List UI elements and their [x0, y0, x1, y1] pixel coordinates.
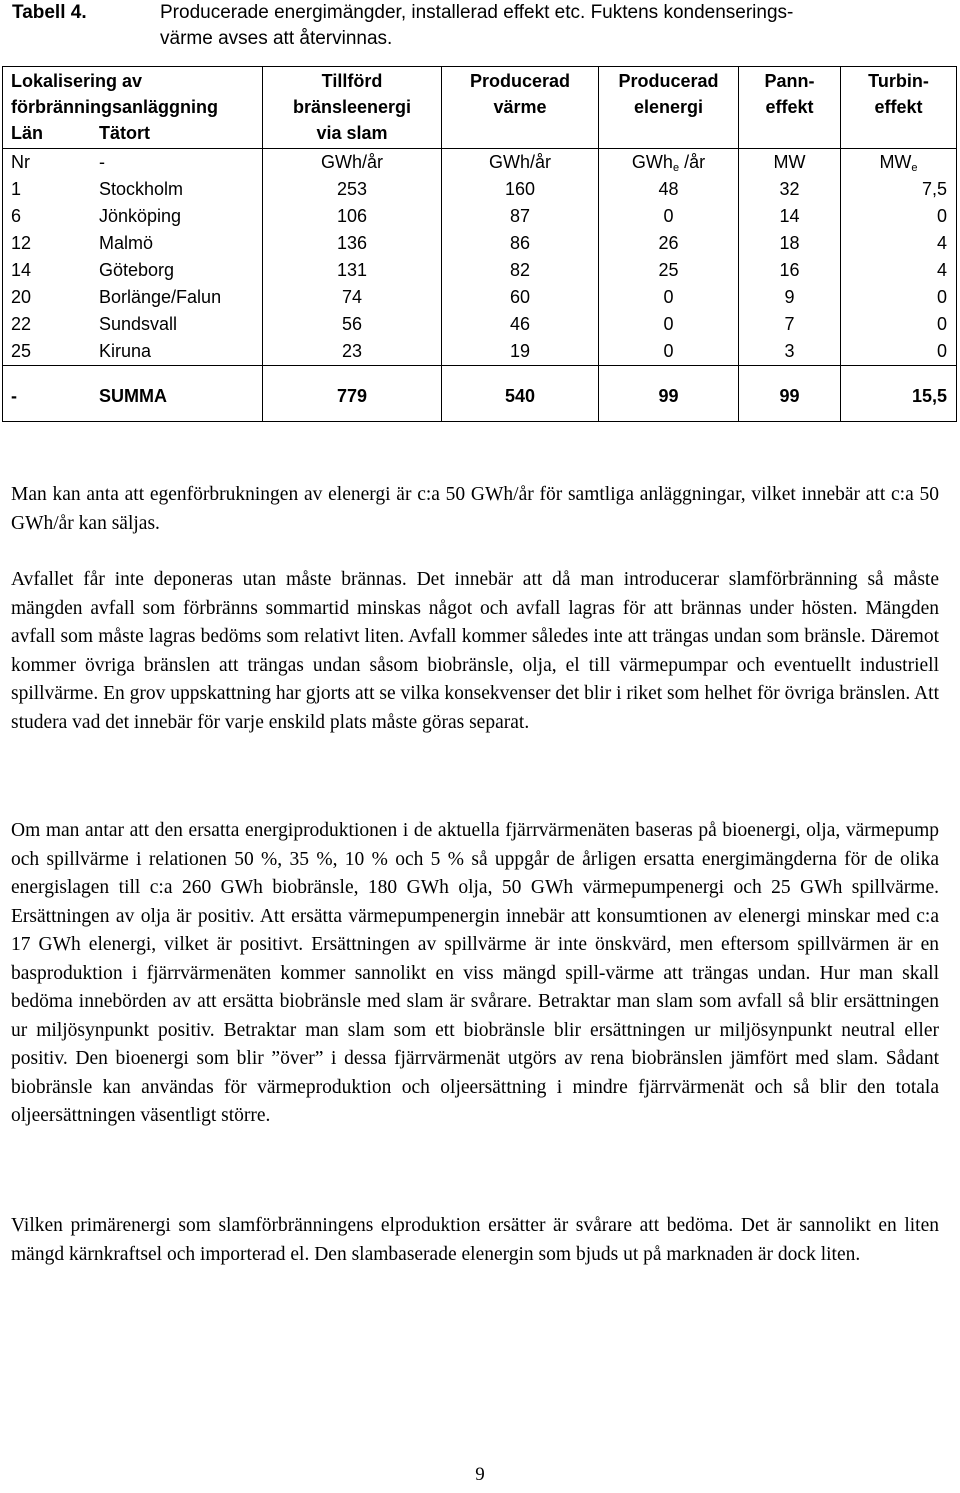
header-lan: Län — [11, 123, 44, 143]
cell-pann: 3 — [784, 341, 795, 361]
header-el-line2: elenergi — [633, 97, 704, 117]
cell-place: Kiruna — [99, 341, 152, 361]
cell-fuel: 131 — [336, 260, 368, 280]
cell-fuel: 136 — [336, 233, 368, 253]
cell-turbin: 7,5 — [921, 179, 947, 199]
cell-el: 0 — [663, 341, 674, 361]
header-pann-line2: effekt — [765, 97, 814, 117]
cell-nr: 14 — [11, 260, 32, 280]
header-el-line1: Producerad — [618, 71, 719, 91]
cell-nr: 1 — [11, 179, 22, 199]
cell-el: 26 — [658, 233, 679, 253]
cell-fuel: 106 — [336, 206, 368, 226]
cell-place: Sundsvall — [99, 314, 178, 334]
paragraph-3: Om man antar att den ersatta energiproduktionen i de aktuella fjärrvärmenäten baseras på bioenergi, olja, värmepump och spillvärme i relationen 50 %, 35 %, 10 % och 5 % så uppgår de årligen ersatta energimängderna för de olika energislagen till c:a 260 GWh biobränsle, 180 GWh olja, 50 GWh värmepumpenergi och 25 GWh spillvärme. Ersättningen av olja är positiv. Att ersätta värmepumpenergin innebär att konsumtionen av elenergi minskar med c:a 17 GWh elenergi, vilket är positivt. Ersättningen av spillvärme är inte önskvärd, men eftersom spillvärmen är en basproduktion i fjärrvärmenäten kommer sannolikt en viss mängd spill-värme att trängas undan. Hur man skall bedöma innebörden av att ersätta biobränsle med slam är svårare. Betraktar man slam som avfall så blir ersättningen ur miljösynpunkt positiv. Betraktar man slam som ett biobränsle blir ersättningen ur miljösynpunkt neutral eller positiv. Den bioenergi som blir ”över” i dessa fjärrvärmenät utgörs av rena biobränslen jämfört med slam. Sådant biobränsle kan användas för värmeproduktion och oljeersättning i mindre fjärrvärmenät och så blir den totala oljeersättningen väsentligt större. — [11, 820, 939, 1126]
cell-place: Stockholm — [99, 179, 184, 199]
header-tatort: Tätort — [99, 123, 150, 143]
sum-el: 99 — [658, 386, 679, 406]
cell-turbin: 4 — [936, 233, 947, 253]
cell-heat: 86 — [509, 233, 531, 253]
sum-fuel: 779 — [336, 386, 368, 406]
header-fuel-line1: Tillförd — [321, 71, 383, 91]
cell-heat: 82 — [509, 260, 531, 280]
cell-el: 0 — [663, 287, 674, 307]
header-fuel-line2: bränsleenergi — [292, 97, 412, 117]
cell-turbin: 0 — [936, 206, 947, 226]
cell-fuel: 23 — [341, 341, 363, 361]
cell-nr: 20 — [11, 287, 32, 307]
cell-heat: 160 — [504, 179, 536, 199]
cell-place: Malmö — [99, 233, 154, 253]
paragraph-2: Avfallet får inte deponeras utan måste brännas. Det innebär att då man introducerar slamförbränning så måste mängden avfall som förbränns sommartid minskas något och avfall lagras för att brännas under hösten. Mängden avfall som måste lagras bedöms som relativt liten. Avfall kommer således inte att trängas undan som bränsle. Däremot kommer övriga bränslen att trängas undan såsom biobränsle, olja, el till värmepumpar och eventuellt industriell spillvärme. En grov uppskattning har gjorts att se vilka konsekvenser det blir i riket som helhet för övriga bränslen. Att studera vad det innebär för varje enskild plats måste göras separat. — [11, 569, 939, 733]
cell-turbin: 0 — [936, 314, 947, 334]
sum-heat: 540 — [504, 386, 536, 406]
cell-fuel: 253 — [336, 179, 368, 199]
sum-pann: 99 — [779, 386, 800, 406]
cell-heat: 60 — [509, 287, 531, 307]
caption-line-2: värme avses att återvinnas. — [160, 28, 393, 49]
cell-heat: 46 — [509, 314, 531, 334]
unit-fuel: GWh/år — [320, 152, 383, 172]
energy-table — [2, 66, 957, 422]
unit-place: - — [99, 152, 105, 172]
cell-pann: 16 — [779, 260, 800, 280]
sum-nr: - — [11, 386, 17, 406]
cell-nr: 22 — [11, 314, 32, 334]
paragraph-1: Man kan anta att egenförbrukningen av elenergi är c:a 50 GWh/år för samtliga anläggningar, vilket innebär att c:a 50 GWh/år kan säljas. — [11, 484, 939, 534]
header-turbin-line1: Turbin- — [868, 71, 929, 91]
header-fuel-line3: via slam — [316, 123, 388, 143]
page-number: 9 — [475, 1464, 485, 1485]
unit-el: GWh$_e$ /år — [631, 152, 706, 174]
cell-pann: 7 — [784, 314, 795, 334]
cell-el: 25 — [658, 260, 679, 280]
header-turbin-line2: effekt — [874, 97, 923, 117]
paragraph-4: Vilken primärenergi som slamförbränningens elproduktion ersätter är svårare att bedöma. Det är sannolikt en liten mängd kärnkraftsel och importerad el. Den slambaserade elenergin som bjuds ut på marknaden är dock liten. — [11, 1215, 939, 1265]
cell-el: 0 — [663, 314, 674, 334]
cell-nr: 25 — [11, 341, 32, 361]
sum-turbin: 15,5 — [911, 386, 947, 406]
cell-turbin: 4 — [936, 260, 947, 280]
cell-turbin: 0 — [936, 341, 947, 361]
sum-label: SUMMA — [99, 386, 167, 406]
table-caption-text — [160, 0, 920, 52]
caption-line-1: Producerade energimängder, installerad effekt etc. Fuktens kondenserings- — [160, 2, 794, 23]
table-label: Tabell 4. — [12, 2, 87, 23]
cell-heat: 87 — [509, 206, 531, 226]
cell-fuel: 74 — [341, 287, 363, 307]
cell-pann: 9 — [784, 287, 795, 307]
unit-pann: MW — [773, 152, 806, 172]
cell-el: 0 — [663, 206, 674, 226]
cell-turbin: 0 — [936, 287, 947, 307]
cell-place: Jönköping — [99, 206, 182, 226]
cell-pann: 18 — [779, 233, 800, 253]
header-location-line2: förbränningsanläggning — [11, 97, 218, 117]
header-heat-line1: Producerad — [469, 71, 571, 91]
cell-nr: 6 — [11, 206, 22, 226]
header-pann-line1: Pann- — [764, 71, 815, 91]
cell-pann: 14 — [779, 206, 800, 226]
header-location-line1: Lokalisering av — [11, 71, 143, 91]
cell-nr: 12 — [11, 233, 32, 253]
cell-heat: 19 — [509, 341, 531, 361]
unit-turbin: $MW_e$ — [879, 152, 918, 174]
unit-nr: Nr — [11, 152, 30, 172]
cell-place: Göteborg — [99, 260, 175, 280]
cell-pann: 32 — [779, 179, 800, 199]
cell-fuel: 56 — [341, 314, 363, 334]
unit-heat: GWh/år — [488, 152, 551, 172]
cell-place: Borlänge/Falun — [99, 287, 222, 307]
header-heat-line2: värme — [493, 97, 547, 117]
cell-el: 48 — [658, 179, 679, 199]
